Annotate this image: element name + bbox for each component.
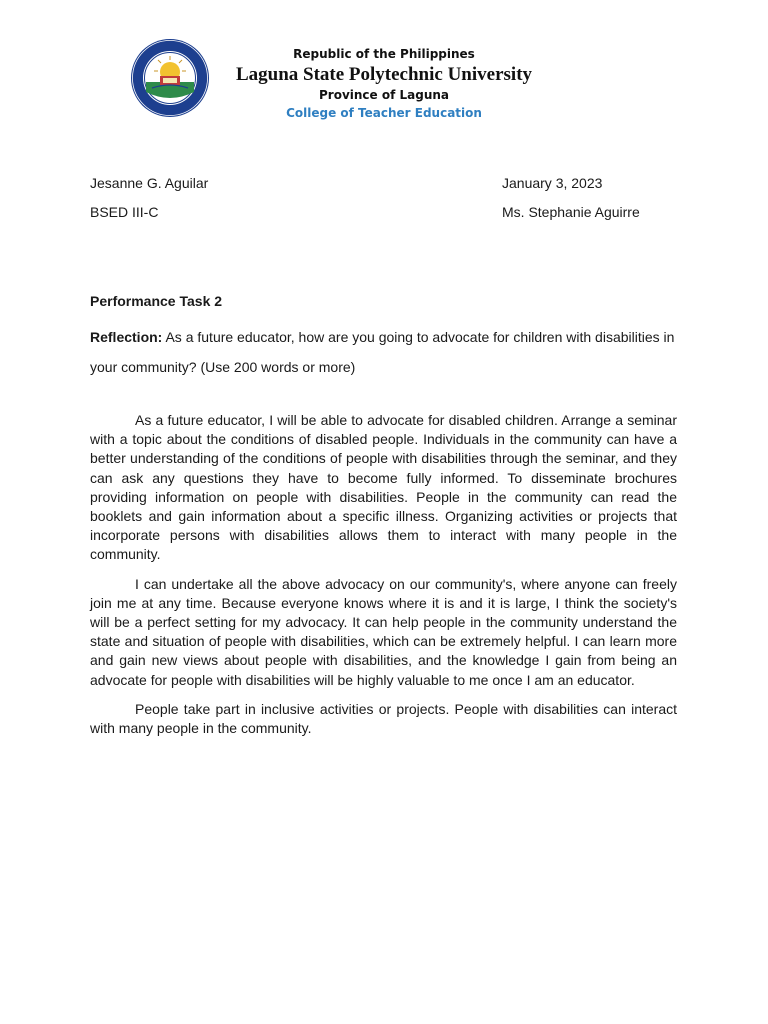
reflection-prompt [90,322,680,382]
task-title: Performance Task 2 [90,293,223,309]
essay-paragraph-1: As a future educator, I will be able to advocate for disabled children. Arrange a seminar with a topic about the conditions of disabled people. Individuals in the community can have a better understanding of the conditions of people with disabilities through the seminar, and they can ask any questions they have to become fully informed. To disseminate brochures providing information on people with disabilities. People in the community can read the booklets and gain information about a specific illness. Organizing activities or projects that incorporate persons with disabilities allows them to interact with many people in the community. [90,412,677,563]
essay-body [90,411,677,748]
header-college: College of Teacher Education [286,106,482,120]
student-name: Jesanne G. Aguilar [90,175,209,191]
header-university-name: Laguna State Polytechnic University [235,64,533,85]
student-section: BSED III-C [90,204,159,220]
essay-paragraph-2: I can undertake all the above advocacy on our community's, where anyone can freely join me at any time. Because everyone knows where it is and it is large, I think the society's will be a perfect setting for my advocacy. It can help people in the community understand the state and situation of people with disabilities, which can be extremely helpful. I can learn more and gain new views about people with disabilities, and the knowledge I gain from being an advocate for people with disabilities will be highly valuable to me once I am an educator. [90,575,677,688]
essay-paragraph-3: People take part in inclusive activities or projects. People with disabilities can interact with many people in the community. [90,700,677,737]
document-date: January 3, 2023 [502,175,603,191]
header-province: Province of Laguna [318,88,450,102]
header-republic: Republic of the Philippines [293,47,475,61]
teacher-name: Ms. Stephanie Aguirre [502,204,640,220]
prompt-label: Reflection: [90,329,163,345]
prompt-text: As a future educator, how are you going to advocate for children with disabilities in your community? (Use 200 words or more) [90,329,675,375]
